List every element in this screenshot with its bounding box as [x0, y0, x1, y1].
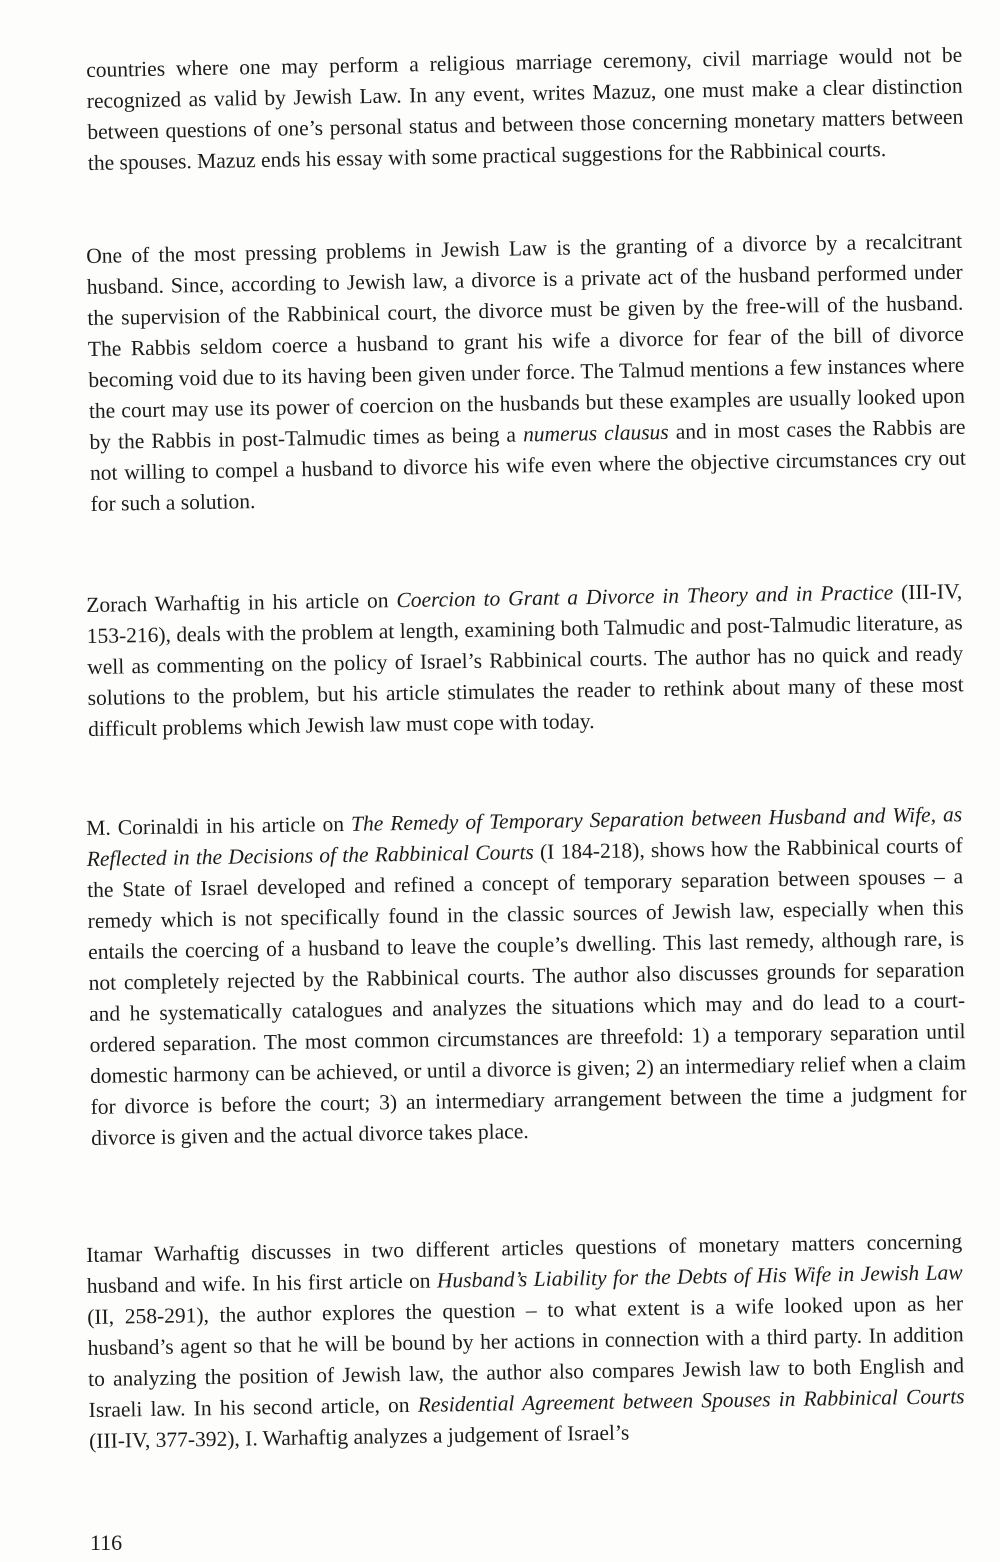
text-run: (III-IV, 153-216), deals with the problem at length, examining both Talmudic and post-Talmudic literature, as well as commenting on the policy of Israel’s Rabbinical courts. The author has no quick and ready solutions to the problem, but his article stimulates the reader to rethink about many of these most difficult problems which Jewish law must cope with today. — [86, 579, 964, 741]
italic-title: Residential Agreement between Spouses in Rabbinical Courts — [417, 1384, 965, 1417]
paragraph-5 — [86, 1226, 965, 1457]
text-run: countries where one may perform a religious marriage ceremony, civil marriage would not be recognized as valid by Jewish Law. In any event, writes Mazuz, one must make a clear distinction between questions of one’s personal status and between those concerning monetary matters between the spouses. Mazuz ends his essay with some practical suggestions for the Rabbinical courts. — [86, 42, 964, 175]
text-run: (II, 258-291), the author explores the question – to what extent is a wife looked upon as her husband’s agent so that he will be bound by her actions in connection with a third party. In addition to analyzing the position of Jewish law, the author also compares Jewish law to both English and Israeli law. In his second article, on — [87, 1291, 965, 1422]
text-run: (I 184-218), shows how the Rabbinical courts of the State of Israel developed and refined a concept of temporary separation between spouses – a remedy which is not specifically found in the classic sources of Jewish law, especially when this entails the coercing of a husband to leave the couple’s dwelling. This last remedy, although rare, is not completely rejected by the Rabbinical courts. The author also discusses grounds for separation and he systematically catalogues and analyzes the situations which may and do lead to a court-ordered separation. The most common circumstances are threefold: 1) a temporary separation until domestic harmony can be achieved, or until a divorce is given; 2) an intermediary relief when a claim for divorce is before the court; 3) an intermediary arrangement between the time a judgment for divorce is given and the actual divorce takes place. — [87, 833, 967, 1150]
paragraph-4 — [86, 799, 967, 1154]
text-run: and in most cases the Rabbis are not willing to compel a husband to divorce his wife even where the objective circumstances cry out for such a solution. — [89, 414, 967, 516]
text-run: (III-IV, 377-392), I. Warhaftig analyzes a judgement of Israel’s — [88, 1420, 630, 1453]
italic-title: Husband’s Liability for the Debts of His Wife in Jewish Law — [436, 1260, 963, 1293]
italic-title: The Remedy of Temporary Separation between Husband and Wife, as Reflected in the Decisions of the Rabbinical Courts — [86, 802, 963, 871]
text-run: M. Corinaldi in his article on — [86, 811, 352, 840]
text-run: Itamar Warhaftig discusses in two different articles questions of monetary matters concerning husband and wife. In his first article on — [86, 1229, 963, 1298]
italic-title: Coercion to Grant a Divorce in Theory and in Practice — [396, 580, 894, 613]
italic-title: numerus clausus — [522, 419, 669, 447]
text-run: One of the most pressing problems in Jewish Law is the granting of a divorce by a recalcitrant husband. Since, according to Jewish law, a divorce is a private act of the husband performed under the supervision of the Rabbinical court, the divorce must be given by the free-will of the husband. The Rabbis seldom coerce a husband to grant his wife a divorce for fear of the bill of divorce becoming void due to its having been given under force. The Talmud mentions a few instances where the court may use its power of coercion on the husbands but these examples are usually looked upon by the Rabbis in post-Talmudic times as being a — [86, 228, 966, 454]
page-number: 116 — [90, 1530, 123, 1555]
paragraph-2 — [86, 226, 967, 520]
paragraph-3 — [86, 576, 964, 745]
text-run: Zorach Warhaftig in his article on — [86, 588, 397, 617]
paragraph-1 — [86, 40, 964, 179]
